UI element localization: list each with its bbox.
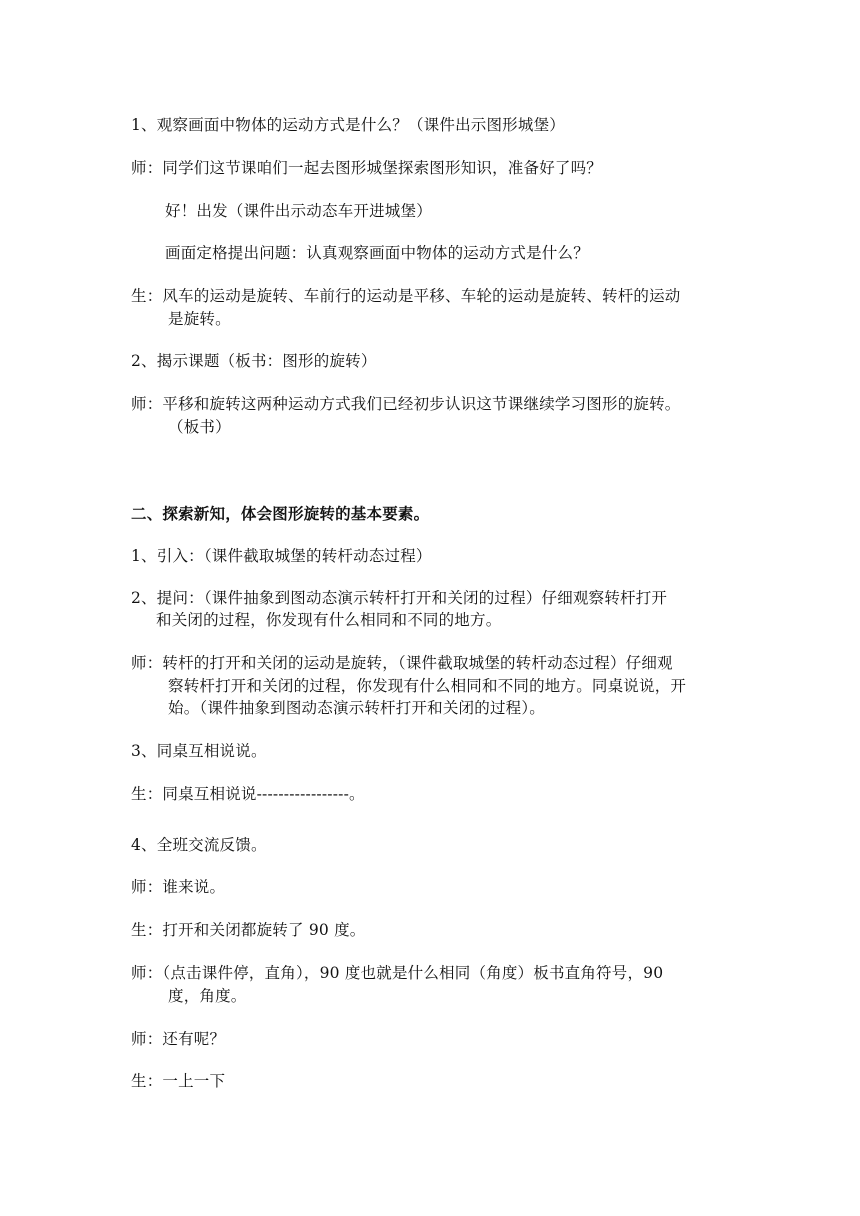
text-line: 察转杆打开和关闭的过程，你发现有什么相同和不同的地方。同桌说说，开 [168, 677, 687, 695]
text-line: 师：同学们这节课咱们一起去图形城堡探索图形知识，准备好了吗？ [131, 159, 603, 177]
text-line: （板书） [168, 418, 231, 436]
text-line: 师：（点击课件停，直角），90 度也就是什么相同（角度）板书直角符号，90 [131, 964, 664, 982]
text-line: 2、揭示课题（板书：图形的旋转） [131, 352, 377, 370]
text-line: 生：打开和关闭都旋转了 90 度。 [131, 921, 366, 939]
text-line: 师：谁来说。 [131, 878, 226, 896]
text-line: 度，角度。 [168, 987, 247, 1005]
text-line: 生：一上一下 [131, 1072, 226, 1090]
text-line: 始。（课件抽象到图动态演示转杆打开和关闭的过程）。 [168, 699, 546, 717]
text-line: 师：转杆的打开和关闭的运动是旋转，（课件截取城堡的转杆动态过程）仔细观 [131, 654, 673, 672]
text-line: 1、观察画面中物体的运动方式是什么？（课件出示图形城堡） [131, 116, 565, 134]
text-line: 是旋转。 [168, 310, 231, 328]
text-line: 师：还有呢？ [131, 1030, 226, 1048]
text-line: 和关闭的过程，你发现有什么相同和不同的地方。 [156, 611, 502, 629]
text-line: 生：风车的运动是旋转、车前行的运动是平移、车轮的运动是旋转、转杆的运动 [131, 287, 681, 305]
text-line: 画面定格提出问题：认真观察画面中物体的运动方式是什么？ [165, 244, 589, 262]
text-line: 好！出发（课件出示动态车开进城堡） [165, 202, 432, 220]
section-heading: 二、探索新知，体会图形旋转的基本要素。 [131, 504, 430, 523]
text-line: 3、同桌互相说说。 [131, 742, 267, 760]
text-line: 1、引入：（课件截取城堡的转杆动态过程） [131, 547, 432, 565]
text-line: 师：平移和旋转这两种运动方式我们已经初步认识这节课继续学习图形的旋转。 [131, 395, 681, 413]
text-line: 4、全班交流反馈。 [131, 836, 267, 854]
text-line: 2、提问：（课件抽象到图动态演示转杆打开和关闭的过程）仔细观察转杆打开 [131, 589, 668, 607]
text-line: 生：同桌互相说说-----------------。 [131, 785, 365, 803]
